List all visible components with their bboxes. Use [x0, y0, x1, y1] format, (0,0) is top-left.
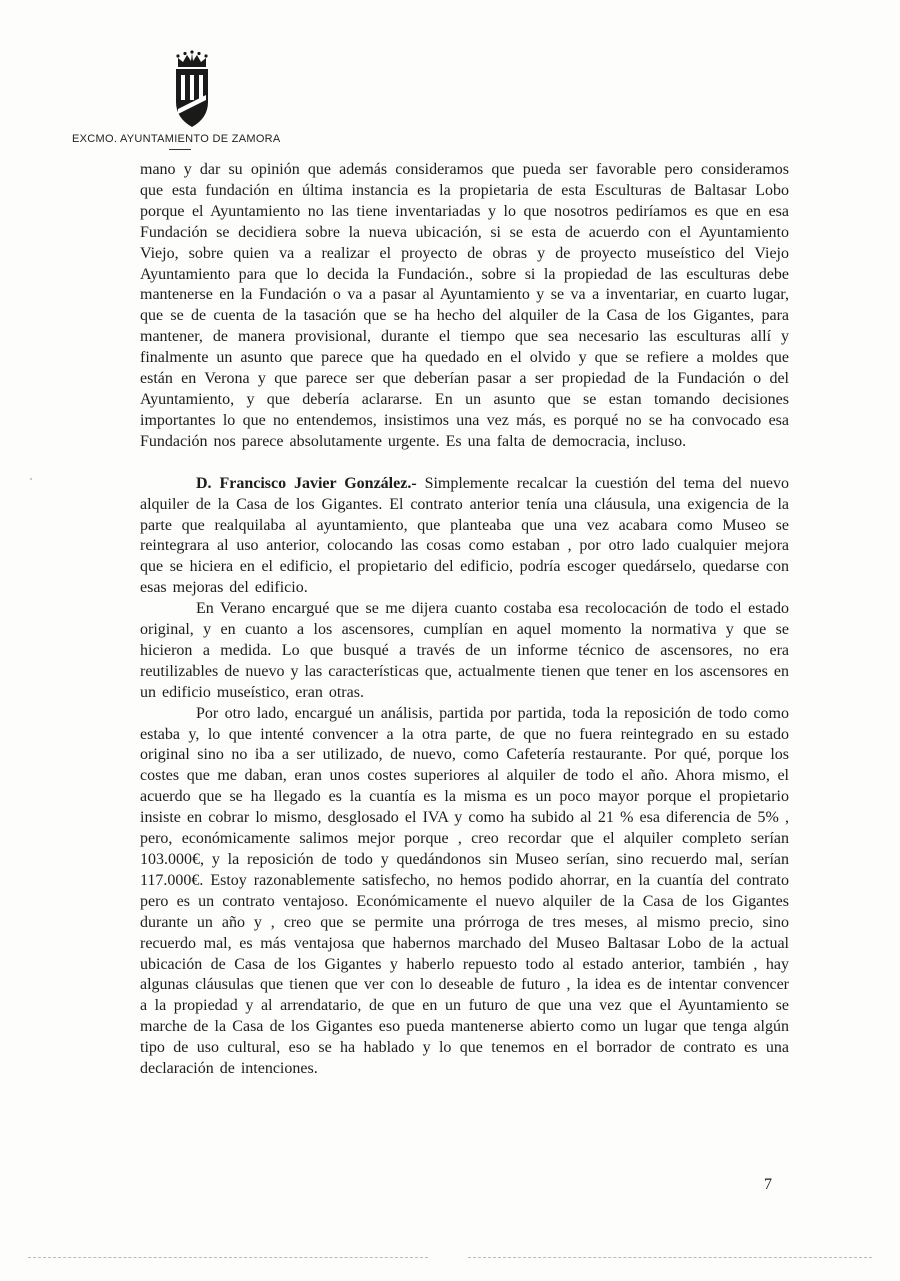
paragraph-continuation — [140, 160, 789, 453]
document-body — [140, 160, 789, 1080]
speaker-name: D. Francisco Javier González.- — [196, 474, 417, 492]
paragraph-speaker-gonzalez — [140, 474, 789, 599]
paragraph — [140, 599, 789, 704]
zamora-coat-of-arms-icon — [168, 50, 216, 130]
paragraph — [140, 704, 789, 1080]
page-number: 7 — [764, 1176, 772, 1193]
scan-artifact-line — [28, 1257, 428, 1258]
paragraph-text: Simplemente recalcar la cuestión del tema del nuevo alquiler de la Casa de los Gigantes. El contrato anterior tenía una cláusula, una exigencia de la parte que realquilaba al ayuntamiento, que planteaba que una vez acabara como Museo se reintegrara al uso anterior, colocando las cosas como estaban , por otro lado cualquier mejora que se hiciera en el edificio, el propietario del edificio, podría escoger quedárselo, quedarse con esas mejoras del edificio. — [140, 474, 790, 597]
organization-name: EXCMO. AYUNTAMIENTO DE ZAMORA — [72, 133, 281, 145]
paragraph-text: mano y dar su opinión que además consideramos que pueda ser favorable pero consideramos que esta fundación en última instancia es la propietaria de esta Esculturas de Baltasar Lobo porque el Ayuntamiento no las tiene inventariadas y lo que nosotros pediríamos es que en esa Fundación se decidiera sobre la nueva ubicación, si se esta de acuerdo con el Ayuntamiento Viejo, sobre quien va a realizar el proyecto de obras y de proyecto museístico del Viejo Ayuntamiento para que lo decida la Fundación., sobre si la propiedad de las esculturas debe mantenerse en la Fundación o va a pasar al Ayuntamiento y se va a inventariar, en cuarto lugar, que se de cuenta de la tasación que se ha hecho del alquiler de la Casa de los Gigantes, para mantener, de manera provisional, durante el tiempo que sea necesario las esculturas allí y finalmente un asunto que parece que ha quedado en el olvido y que se refiere a moldes que están en Verona y que parece ser que deberían pasar a ser propiedad de la Fundación o del Ayuntamiento, y que debería aclararse. En un asunto que se estan tomando decisiones importantes lo que no entendemos, insistimos una vez más, es porqué no se ha convocado esa Fundación nos parece absolutamente urgente. Es una falta de democracia, incluso. — [140, 161, 789, 450]
scan-artifact-speck — [30, 478, 32, 480]
paragraph-text: Por otro lado, encargué un análisis, partida por partida, toda la reposición de todo como estaba y, lo que intenté convencer a la otra parte, de que no fuera reintegrado en su estado original sino no iba a ser utilizado, de nuevo, como Cafetería restaurante. Por qué, porque los costes que me daban, eran unos costes superiores al alquiler de todo el año. Ahora mismo, el acuerdo que se ha llegado es la cuantía es la misma es un poco mayor porque el propietario insiste en cobrar lo mismo, desglosado el IVA y como ha subido al 21 % esa diferencia de 5% , pero, económicamente salimos mejor porque , creo recordar que el alquiler completo serían 103.000€, y la reposición de todo y quedándonos sin Museo serían, sino recuerdo mal, serían 117.000€. Estoy razonablemente satisfecho, no hemos podido ahorrar, en la cuantía del contrato pero es un contrato ventajoso. Económicamente el nuevo alquiler de la Casa de los Gigantes durante un año y , creo que se permite una prórroga de tres meses, al mismo precio, sino recuerdo mal, es más ventajosa que habernos marchado del Museo Baltasar Lobo de la actual ubicación de Casa de los Gigantes y haberlo repuesto todo al estado anterior, también , hay algunas cláusulas que tienen que ver con lo deseable de futuro , la idea es de intentar convencer a la propiedad y al arrendatario, de que en un futuro de que una vez que el Ayuntamiento se marche de la Casa de los Gigantes eso pueda mantenerse abierto como un lugar que tenga algún tipo de uso cultural, eso se ha hablado y lo que tenemos en el borrador de contrato es una declaración de intenciones. — [140, 704, 789, 1078]
header-underline — [169, 149, 191, 150]
paragraph-text: En Verano encargué que se me dijera cuanto costaba esa recolocación de todo el estado original, y en cuanto a los ascensores, cumplían en aquel momento la normativa y que se hicieron a medida. Lo que busqué a través de un informe técnico de ascensores, no era reutilizables de nuevo y las características que, actualmente tienen que tener en los ascensores en un edificio museístico, eran otras. — [140, 600, 789, 701]
scan-artifact-line — [468, 1257, 872, 1258]
